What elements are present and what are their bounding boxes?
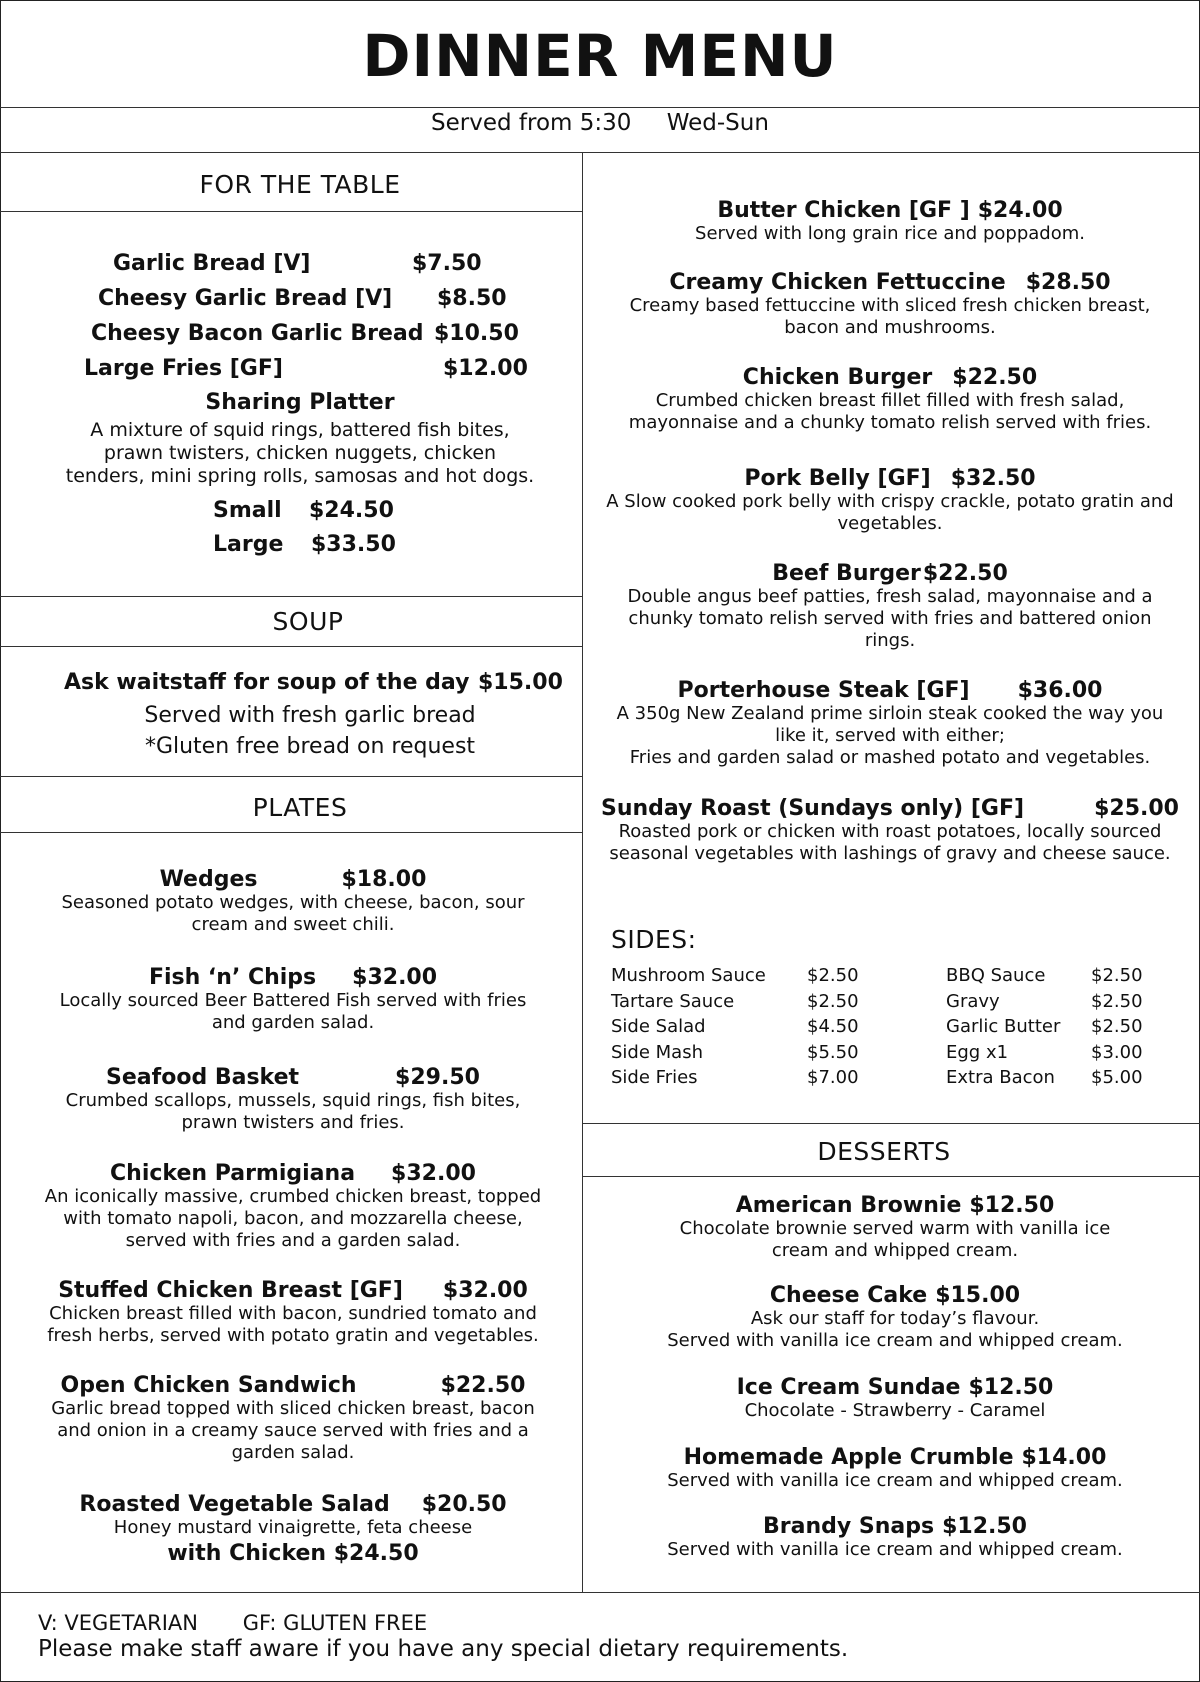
menu-item-heading [0, 1373, 586, 1398]
divider [0, 646, 582, 647]
menu-item-name: Beef Burger [772, 561, 921, 586]
menu-item-description-block [0, 1398, 586, 1464]
menu-item-description: Crumbed scallops, mussels, squid rings, fish bites, [65, 1090, 521, 1111]
menu-item-name: Cheesy Garlic Bread [V] [98, 286, 393, 311]
menu-item-description: Seasoned potato wedges, with cheese, bacon, sour [61, 892, 525, 913]
divider [0, 832, 582, 833]
menu-item-description: Chocolate - Strawberry - Caramel [744, 1400, 1046, 1421]
menu-item-name: Wedges [159, 867, 258, 892]
side-name: Extra Bacon [946, 1067, 1055, 1088]
divider [0, 596, 582, 597]
menu-item [0, 1492, 586, 1566]
menu-item-description-block [0, 1517, 586, 1539]
sharing-platter [0, 390, 600, 488]
section-heading-for-the-table: FOR THE TABLE [199, 170, 401, 199]
side-price: $5.50 [807, 1042, 859, 1063]
menu-item-price: $18.00 [341, 867, 427, 892]
menu-item-name: Chicken Parmigiana [110, 1161, 356, 1186]
menu-item-description: cream and whipped cream. [771, 1240, 1019, 1261]
menu-item-name: Brandy Snaps [763, 1514, 935, 1539]
menu-item-heading [593, 1193, 1197, 1218]
menu-item-description: garden salad. [231, 1442, 355, 1463]
side-name: Mushroom Sauce [611, 965, 766, 986]
menu-item-heading [0, 1065, 586, 1090]
side-price: $2.50 [807, 991, 859, 1012]
side-name: BBQ Sauce [946, 965, 1046, 986]
menu-item-name: American Brownie [735, 1193, 962, 1218]
menu-item [593, 796, 1187, 865]
legend-vegetarian: V: VEGETARIAN [38, 1611, 199, 1635]
divider [582, 1176, 1200, 1177]
dietary-legend [38, 1611, 465, 1635]
menu-item-name: Sharing Platter [205, 390, 395, 415]
menu-item-heading [0, 965, 586, 990]
section-heading-soup: SOUP [272, 607, 344, 636]
dietary-note: Please make staff aware if you have any special dietary requirements. [38, 1636, 849, 1662]
service-hours [0, 110, 1200, 136]
menu-item-description-block [593, 1400, 1197, 1422]
menu-item-name: Cheese Cake [769, 1283, 928, 1308]
side-price: $2.50 [1091, 1016, 1143, 1037]
menu-item-description: Served with vanilla ice cream and whipped cream. [667, 1470, 1123, 1491]
menu-item-description-block [593, 295, 1187, 339]
menu-item-heading [0, 1161, 586, 1186]
menu-item-description: prawn twisters and fries. [181, 1112, 405, 1133]
menu-item [593, 365, 1187, 434]
divider [0, 152, 1200, 153]
menu-item-heading [0, 1492, 586, 1517]
served-time: Served from 5:30 [431, 110, 632, 136]
soup-notes [0, 700, 620, 762]
menu-item-description-block [593, 223, 1187, 245]
section-heading-desserts: DESSERTS [817, 1137, 951, 1166]
menu-item-name: Seafood Basket [106, 1065, 300, 1090]
divider [0, 1592, 1200, 1593]
menu-item-description: Fries and garden salad or mashed potato and vegetables. [629, 747, 1151, 768]
menu-item-description-block [593, 586, 1187, 652]
menu-item-name: Homemade Apple Crumble [683, 1445, 1014, 1470]
menu-item-description: Roasted pork or chicken with roast potatoes, locally sourced [618, 821, 1162, 842]
menu-item-description: seasonal vegetables with lashings of gravy and cheese sauce. [609, 843, 1171, 864]
menu-item-price: $32.00 [352, 965, 438, 990]
menu-item-price: $24.00 [977, 198, 1063, 223]
menu-item-description-block [593, 1470, 1197, 1492]
side-price: $4.50 [807, 1016, 859, 1037]
menu-item-description: Chocolate brownie served warm with vanilla ice [679, 1218, 1111, 1239]
menu-item-description-block [593, 390, 1187, 434]
menu-item-description: Served with vanilla ice cream and whipped cream. [667, 1330, 1123, 1351]
menu-item-description: Ask our staff for today’s flavour. [750, 1308, 1040, 1329]
side-name: Garlic Butter [946, 1016, 1061, 1037]
menu-item-description: A 350g New Zealand prime sirloin steak cooked the way you [616, 703, 1164, 724]
menu-item-price: $8.50 [437, 286, 507, 311]
menu-item-name: Fish ‘n’ Chips [148, 965, 317, 990]
section-heading-plates: PLATES [252, 793, 348, 822]
menu-item [593, 198, 1187, 245]
menu-item-name: Large Fries [GF] [84, 356, 283, 381]
menu-item-name: Sunday Roast (Sundays only) [GF] [601, 796, 1025, 821]
menu-item [0, 1278, 586, 1347]
menu-item-price: $12.50 [968, 1375, 1054, 1400]
menu-item-heading [593, 270, 1187, 295]
menu-item-price: $22.50 [922, 561, 1008, 586]
menu-item-price: $14.00 [1021, 1445, 1107, 1470]
menu-item-description: Locally sourced Beer Battered Fish served with fries [59, 990, 527, 1011]
side-price: $2.50 [1091, 991, 1143, 1012]
legend-gluten-free: GF: GLUTEN FREE [242, 1611, 428, 1635]
menu-item-name: Butter Chicken [GF ] [717, 198, 970, 223]
menu-item-name: Pork Belly [GF] [744, 466, 931, 491]
menu-item [593, 1445, 1197, 1492]
menu-item [593, 270, 1187, 339]
menu-item [0, 1161, 586, 1252]
menu-item-price: $20.50 [421, 1492, 507, 1517]
menu-item-description-block [593, 703, 1187, 769]
menu-item-name: Garlic Bread [V] [113, 251, 311, 276]
side-name: Side Salad [611, 1016, 706, 1037]
menu-item [0, 1373, 586, 1464]
menu-item-name: Cheesy Bacon Garlic Bread [91, 321, 424, 346]
menu-item-heading [0, 1278, 586, 1303]
menu-item-description: Served with vanilla ice cream and whipped cream. [667, 1539, 1123, 1560]
menu-item-price: $32.50 [950, 466, 1036, 491]
menu-item-heading [593, 198, 1187, 223]
menu-item-description: Served with long grain rice and poppadom. [695, 223, 1085, 244]
menu-item-description: prawn twisters, chicken nuggets, chicken [103, 442, 497, 464]
menu-item [0, 1065, 586, 1134]
menu-item-name: Roasted Vegetable Salad [79, 1492, 390, 1517]
menu-item-price: $7.50 [412, 251, 482, 276]
menu-item-name: Chicken Burger [742, 365, 933, 390]
side-price: $7.00 [807, 1067, 859, 1088]
menu-item-heading [593, 796, 1187, 821]
divider [0, 211, 582, 212]
menu-item-description-block [0, 892, 586, 936]
menu-item-heading [593, 678, 1187, 703]
menu-item-description-block [593, 821, 1187, 865]
side-name: Gravy [946, 991, 1000, 1012]
side-price: $5.00 [1091, 1067, 1143, 1088]
platter-price: $24.50 [309, 498, 394, 523]
menu-item [593, 678, 1187, 769]
menu-item-heading [593, 365, 1187, 390]
soup-note: *Gluten free bread on request [144, 734, 476, 759]
platter-size: Large [213, 532, 284, 557]
menu-item [0, 965, 586, 1034]
menu-item-price: $32.00 [391, 1161, 476, 1186]
page-title: DINNER MENU [362, 22, 838, 90]
menu-item-description: A mixture of squid rings, battered fish bites, [90, 419, 510, 441]
menu-item [593, 1193, 1197, 1262]
side-price: $2.50 [1091, 965, 1143, 986]
menu-item-description-block [593, 1218, 1197, 1262]
menu-item-heading [593, 1445, 1197, 1470]
menu-item-description: Crumbed chicken breast fillet filled with fresh salad, [655, 390, 1125, 411]
menu-item-description: Double angus beef patties, fresh salad, mayonnaise and a [627, 586, 1153, 607]
menu-item-description: Honey mustard vinaigrette, feta cheese [113, 1517, 473, 1538]
menu-item-description: cream and sweet chili. [191, 914, 395, 935]
menu-item-heading [593, 1375, 1197, 1400]
side-name: Side Fries [611, 1067, 698, 1088]
menu-item-price: $28.50 [1025, 270, 1111, 295]
menu-item-price: $29.50 [395, 1065, 480, 1090]
menu-item-description: served with fries and a garden salad. [125, 1230, 461, 1251]
side-name: Tartare Sauce [611, 991, 735, 1012]
menu-item [593, 1514, 1197, 1561]
menu-item-name: Porterhouse Steak [GF] [677, 678, 970, 703]
menu-item-description-block [0, 990, 586, 1034]
menu-item [0, 867, 586, 936]
menu-item-heading [593, 1283, 1197, 1308]
menu-item-description-block [0, 1186, 586, 1252]
menu-item-description-block [593, 1539, 1197, 1561]
divider [582, 1123, 1200, 1124]
menu-item-heading [0, 867, 586, 892]
menu-item-name: Stuffed Chicken Breast [GF] [58, 1278, 403, 1303]
menu-item-price: $32.00 [442, 1278, 528, 1303]
menu-item-description: An iconically massive, crumbed chicken breast, topped [44, 1186, 542, 1207]
menu-item [593, 466, 1187, 535]
menu-item-description: Chicken breast filled with bacon, sundried tomato and [49, 1303, 537, 1324]
menu-item-price: $36.00 [1017, 678, 1103, 703]
soup-price: $15.00 [478, 670, 563, 695]
menu-item-description: mayonnaise and a chunky tomato relish served with fries. [628, 412, 1152, 433]
menu-item-price: $22.50 [952, 365, 1038, 390]
menu-item-extra-option: with Chicken $24.50 [167, 1541, 419, 1566]
menu-item-price: $10.50 [434, 321, 519, 346]
menu-item-description: chunky tomato relish served with fries and battered onion [628, 608, 1152, 629]
menu-item-heading [593, 466, 1187, 491]
menu-item [593, 561, 1187, 652]
menu-item-description-block [593, 491, 1187, 535]
soup-name: Ask waitstaff for soup of the day [64, 670, 470, 695]
menu-item [593, 1375, 1197, 1422]
menu-item-description: and onion in a creamy sauce served with fries and a [57, 1420, 529, 1441]
side-price: $2.50 [807, 965, 859, 986]
menu-item-price: $12.50 [969, 1193, 1055, 1218]
side-name: Side Mash [611, 1042, 703, 1063]
menu-item-description: Creamy based fettuccine with sliced fresh chicken breast, [629, 295, 1151, 316]
side-price: $3.00 [1091, 1042, 1143, 1063]
menu-item-price: $25.00 [1094, 796, 1179, 821]
menu-item-description: fresh herbs, served with potato gratin and vegetables. [47, 1325, 539, 1346]
menu-item-price: $12.00 [443, 356, 528, 381]
served-days: Wed-Sun [666, 110, 769, 136]
menu-item-description: and garden salad. [211, 1012, 375, 1033]
menu-item-price: $22.50 [440, 1373, 526, 1398]
menu-item-heading [593, 1514, 1197, 1539]
platter-size: Small [213, 498, 282, 523]
menu-item [593, 1283, 1197, 1352]
menu-item-description: bacon and mushrooms. [784, 317, 996, 338]
menu-item-description-block [593, 1308, 1197, 1352]
menu-item-description: Garlic bread topped with sliced chicken breast, bacon [51, 1398, 535, 1419]
divider [0, 107, 1200, 108]
menu-item-name: Ice Cream Sundae [736, 1375, 961, 1400]
menu-item-description: rings. [864, 630, 916, 651]
menu-item-description: like it, served with either; [775, 725, 1005, 746]
menu-item-price: $15.00 [935, 1283, 1021, 1308]
menu-item-name: Creamy Chicken Fettuccine [669, 270, 1006, 295]
menu-item-price: $12.50 [942, 1514, 1027, 1539]
side-name: Egg x1 [946, 1042, 1009, 1063]
menu-item-description-block [0, 1090, 586, 1134]
menu-item-heading [593, 561, 1187, 586]
platter-price: $33.50 [311, 532, 396, 557]
menu-item-description: with tomato napoli, bacon, and mozzarella cheese, [63, 1208, 523, 1229]
menu-item-description: A Slow cooked pork belly with crispy crackle, potato gratin and [606, 491, 1174, 512]
section-heading-sides: SIDES: [611, 925, 697, 954]
divider [0, 776, 582, 777]
menu-item-description-block [0, 1303, 586, 1347]
menu-item-name: Open Chicken Sandwich [60, 1373, 357, 1398]
menu-item-description: tenders, mini spring rolls, samosas and hot dogs. [65, 465, 535, 487]
soup-note: Served with fresh garlic bread [144, 703, 476, 728]
menu-item-description: vegetables. [837, 513, 943, 534]
